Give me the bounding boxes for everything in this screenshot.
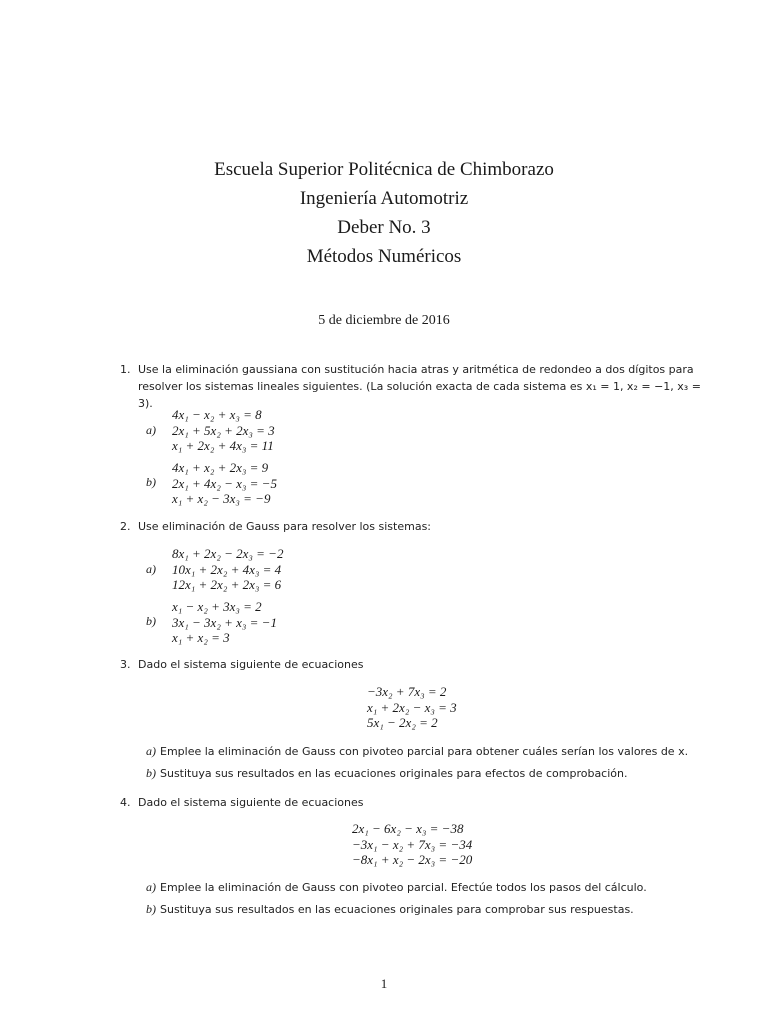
system-label: a)	[146, 423, 156, 437]
equation-system	[172, 599, 277, 646]
problem-2	[120, 518, 710, 535]
document-date: 5 de diciembre de 2016	[318, 313, 450, 328]
problem-1	[120, 361, 710, 412]
equation: 5x₁ − 2x₂ = 2	[367, 715, 438, 730]
problem-number: 1.	[120, 363, 131, 376]
equation: x₁ + x₂ − 3x₃ = −9	[172, 491, 271, 506]
problem-4	[120, 794, 710, 811]
equation: 10x₁ + 2x₂ + 4x₃ = 4	[172, 561, 282, 577]
problem-3	[120, 656, 710, 673]
problem-number: 3.	[120, 658, 131, 671]
equation: 3x₁ − 3x₂ + x₃ = −1	[172, 614, 277, 630]
task-label: a)	[146, 880, 156, 894]
task-text: Sustituya sus resultados en las ecuaciones originales para comprobar sus respuestas.	[160, 903, 634, 916]
page-number: 1	[380, 976, 388, 991]
task-text: Sustituya sus resultados en las ecuaciones originales para efectos de comprobación.	[160, 767, 628, 780]
task-text: Emplee la eliminación de Gauss con pivoteo parcial. Efectúe todos los pasos del cálculo.	[160, 881, 647, 894]
equation: −3x₂ + 7x₃ = 2	[367, 684, 447, 699]
equation: x₁ + x₂ = 3	[172, 630, 230, 645]
problem-statement: Dado el sistema siguiente de ecuaciones	[138, 796, 364, 809]
problem-statement: Use la eliminación gaussiana con sustitución hacia atras y aritmética de redondeo a dos dígitos para resolver los sistemas lineales siguientes. (La solución exacta de cada sistema es x₁ = 1, x₂ = −1, x₃ = 3).	[138, 363, 701, 410]
equation: x₁ + 2x₂ − x₃ = 3	[367, 699, 457, 715]
system-label: b)	[146, 614, 156, 628]
system-label: a)	[146, 562, 156, 576]
equation: x₁ + 2x₂ + 4x₃ = 11	[172, 438, 274, 453]
assignment-title: Deber No. 3	[337, 217, 431, 238]
equation-system	[172, 460, 277, 507]
task-item	[146, 880, 716, 895]
problem-number: 2.	[120, 520, 131, 533]
task-text: Emplee la eliminación de Gauss con pivoteo parcial para obtener cuáles serían los valores de x.	[160, 745, 689, 758]
equation-system	[352, 821, 472, 868]
equation-system	[172, 546, 283, 593]
equation: 12x₁ + 2x₂ + 2x₃ = 6	[172, 577, 282, 592]
equation: 8x₁ + 2x₂ − 2x₃ = −2	[172, 546, 284, 561]
task-item	[146, 902, 716, 917]
task-item	[146, 766, 716, 781]
task-label: b)	[146, 902, 156, 916]
equation-system	[367, 684, 457, 731]
equation: 4x₁ + x₂ + 2x₃ = 9	[172, 460, 269, 475]
task-label: b)	[146, 766, 156, 780]
institution-title: Escuela Superior Politécnica de Chimborazo	[214, 159, 554, 180]
equation-system	[172, 407, 275, 454]
equation: −3x₁ − x₂ + 7x₃ = −34	[352, 836, 473, 852]
task-item	[146, 744, 716, 759]
program-title: Ingeniería Automotriz	[299, 188, 469, 209]
equation: −8x₁ + x₂ − 2x₃ = −20	[352, 852, 473, 867]
course-title: Métodos Numéricos	[306, 246, 462, 267]
equation: 2x₁ − 6x₂ − x₃ = −38	[352, 821, 464, 836]
equation: 2x₁ + 5x₂ + 2x₃ = 3	[172, 422, 275, 438]
equation: 4x₁ − x₂ + x₃ = 8	[172, 407, 262, 422]
equation: 2x₁ + 4x₂ − x₃ = −5	[172, 475, 277, 491]
problem-statement: Dado el sistema siguiente de ecuaciones	[138, 658, 364, 671]
document-header	[0, 155, 768, 271]
problem-statement: Use eliminación de Gauss para resolver los sistemas:	[138, 520, 432, 533]
system-label: b)	[146, 475, 156, 489]
task-label: a)	[146, 744, 156, 758]
problem-number: 4.	[120, 796, 131, 809]
equation: x₁ − x₂ + 3x₃ = 2	[172, 599, 262, 614]
